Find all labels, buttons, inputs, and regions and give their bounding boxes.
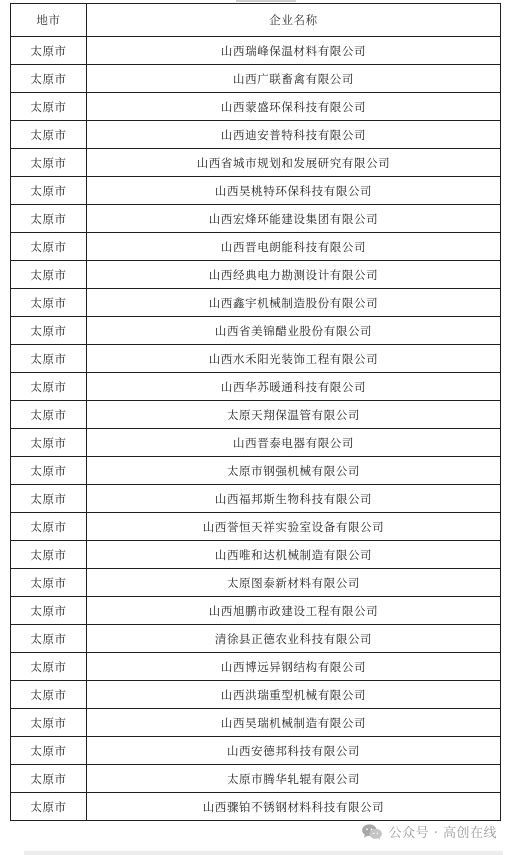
cell-company-name: 山西昊桃特环保科技有限公司 <box>87 177 501 205</box>
table-row <box>11 317 501 345</box>
cell-company-name: 山西博远异钢结构有限公司 <box>87 653 501 681</box>
header-company-name: 企业名称 <box>87 4 501 37</box>
cell-city: 太原市 <box>11 485 87 513</box>
cell-city: 太原市 <box>11 737 87 765</box>
table-row <box>11 373 501 401</box>
cell-company-name: 太原图泰新材料有限公司 <box>87 569 501 597</box>
cell-city: 太原市 <box>11 681 87 709</box>
cell-city: 太原市 <box>11 569 87 597</box>
cell-company-name: 山西旭鹏市政建设工程有限公司 <box>87 597 501 625</box>
cell-company-name: 山西瑞峰保温材料有限公司 <box>87 37 501 65</box>
cell-city: 太原市 <box>11 457 87 485</box>
wechat-icon <box>361 823 383 841</box>
cell-company-name: 太原市腾华轧辊有限公司 <box>87 765 501 793</box>
cell-city: 太原市 <box>11 289 87 317</box>
header-row <box>11 4 501 37</box>
table-row <box>11 625 501 653</box>
company-list-table <box>10 3 501 821</box>
cell-city: 太原市 <box>11 205 87 233</box>
table-row <box>11 149 501 177</box>
cell-company-name: 山西骤铂不锈钢材料科技有限公司 <box>87 793 501 821</box>
cell-city: 太原市 <box>11 65 87 93</box>
table-row <box>11 793 501 821</box>
cell-city: 太原市 <box>11 345 87 373</box>
table-row <box>11 513 501 541</box>
cell-city: 太原市 <box>11 513 87 541</box>
table-row <box>11 709 501 737</box>
cell-city: 太原市 <box>11 765 87 793</box>
table-row <box>11 177 501 205</box>
table-row <box>11 233 501 261</box>
cell-company-name: 太原天翔保温管有限公司 <box>87 401 501 429</box>
table-row <box>11 429 501 457</box>
cell-city: 太原市 <box>11 121 87 149</box>
cell-city: 太原市 <box>11 37 87 65</box>
table-row <box>11 541 501 569</box>
cell-company-name: 山西广联畜禽有限公司 <box>87 65 501 93</box>
table-row <box>11 485 501 513</box>
table-row <box>11 205 501 233</box>
cell-company-name: 太原市钢强机械有限公司 <box>87 457 501 485</box>
cell-company-name: 山西经典电力勘测设计有限公司 <box>87 261 501 289</box>
header-city: 地市 <box>11 4 87 37</box>
cell-company-name: 山西誉恒天祥实验室设备有限公司 <box>87 513 501 541</box>
table-row <box>11 653 501 681</box>
cell-city: 太原市 <box>11 317 87 345</box>
cell-city: 太原市 <box>11 373 87 401</box>
table-row <box>11 289 501 317</box>
table-row <box>11 737 501 765</box>
account-watermark <box>361 822 497 841</box>
table-row <box>11 261 501 289</box>
cell-company-name: 山西晋泰电器有限公司 <box>87 429 501 457</box>
cell-company-name: 山西蒙盛环保科技有限公司 <box>87 93 501 121</box>
cell-city: 太原市 <box>11 93 87 121</box>
cell-company-name: 山西华苏暖通科技有限公司 <box>87 373 501 401</box>
cell-city: 太原市 <box>11 261 87 289</box>
cell-company-name: 山西宏烽环能建设集团有限公司 <box>87 205 501 233</box>
table-body <box>11 37 501 821</box>
cell-city: 太原市 <box>11 653 87 681</box>
cell-company-name: 山西洪瑞重型机械有限公司 <box>87 681 501 709</box>
previous-content-edge <box>236 0 296 2</box>
cell-company-name: 山西昊瑞机械制造有限公司 <box>87 709 501 737</box>
table-row <box>11 37 501 65</box>
cell-company-name: 山西鑫宇机械制造股份有限公司 <box>87 289 501 317</box>
cell-city: 太原市 <box>11 597 87 625</box>
bottom-edge-bar <box>24 851 503 855</box>
cell-city: 太原市 <box>11 429 87 457</box>
cell-company-name: 山西水禾阳光装饰工程有限公司 <box>87 345 501 373</box>
cell-city: 太原市 <box>11 625 87 653</box>
cell-city: 太原市 <box>11 177 87 205</box>
table-row <box>11 765 501 793</box>
cell-company-name: 山西福邦斯生物科技有限公司 <box>87 485 501 513</box>
cell-city: 太原市 <box>11 709 87 737</box>
cell-company-name: 山西迪安普特科技有限公司 <box>87 121 501 149</box>
table-row <box>11 93 501 121</box>
watermark-text: 公众号 · 高创在线 <box>388 826 497 841</box>
cell-city: 太原市 <box>11 793 87 821</box>
table-row <box>11 121 501 149</box>
table-row <box>11 345 501 373</box>
cell-city: 太原市 <box>11 233 87 261</box>
cell-company-name: 山西安德邦科技有限公司 <box>87 737 501 765</box>
cell-company-name: 清徐县正德农业科技有限公司 <box>87 625 501 653</box>
table-row <box>11 457 501 485</box>
cell-city: 太原市 <box>11 401 87 429</box>
cell-city: 太原市 <box>11 149 87 177</box>
cell-company-name: 山西省美锦醋业股份有限公司 <box>87 317 501 345</box>
table-row <box>11 401 501 429</box>
cell-company-name: 山西唯和达机械制造有限公司 <box>87 541 501 569</box>
table-row <box>11 681 501 709</box>
cell-city: 太原市 <box>11 541 87 569</box>
table-row <box>11 597 501 625</box>
table-row <box>11 569 501 597</box>
cell-company-name: 山西省城市规划和发展研究有限公司 <box>87 149 501 177</box>
table-header <box>11 4 501 37</box>
cell-company-name: 山西晋电朗能科技有限公司 <box>87 233 501 261</box>
table-row <box>11 65 501 93</box>
